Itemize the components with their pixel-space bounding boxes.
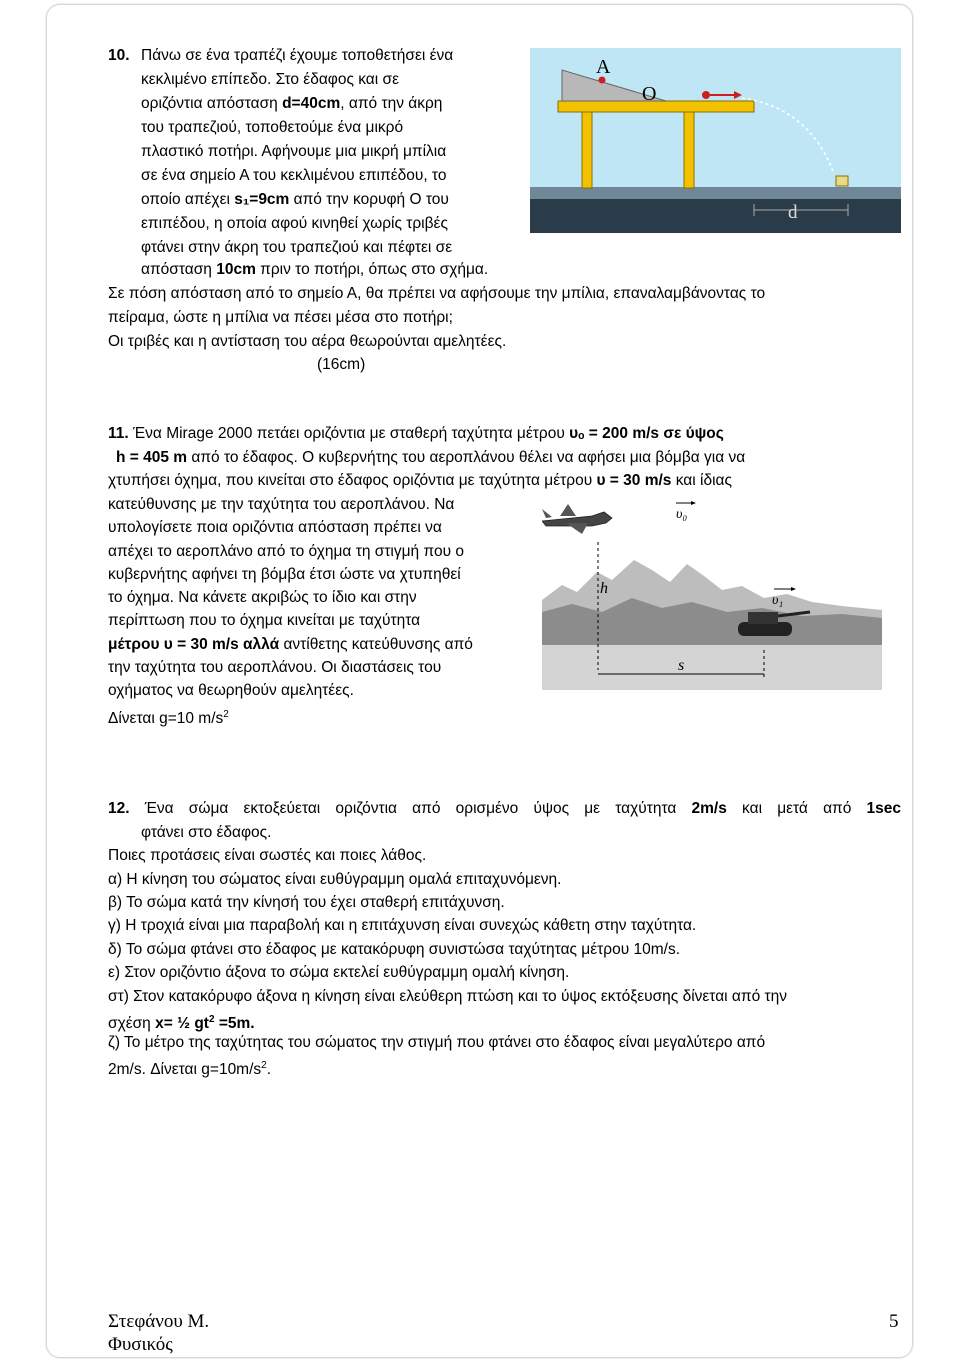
label-h: h [600,580,608,597]
label-A: A [596,56,611,78]
statement-item: γ) Η τροχιά είναι μια παραβολή και η επιτάχυνση είναι συνεχώς κάθετη στην ταχύτητα. [108,917,697,934]
s1-value: s₁=9cm [234,191,290,208]
text-line: κυβερνήτης αφήνει τη βόμβα έτσι ώστε να χτυπηθεί [108,566,461,583]
text-line: φτάνει στο έδαφος. [141,824,272,841]
text-line: απόσταση 10cm πριν το ποτήρι, όπως στο σχήμα. [141,261,489,278]
label-v1: υ₁ [772,593,784,608]
jet-tank-figure [542,500,882,690]
ground [530,199,901,233]
text-line: υπολογίσετε ποια οριζόντια απόσταση πρέπει να [108,519,442,536]
question-number: 12. [108,800,130,817]
text-line: Ποιες προτάσεις είναι σωστές και ποιες λάθος. [108,847,427,864]
text-line: πλαστικό ποτήρι. Αφήνουμε μια μικρή μπίλια [141,143,447,160]
text-line: Σε πόση απόσταση από το σημείο Α, θα πρέπει να αφήσουμε την μπίλια, επαναλαμβάνοντας το [108,285,766,302]
text-line: 2m/s. Δίνεται $g=10m/s^2$. [108,1060,272,1079]
statement-item: β) Το σώμα κατά την κίνησή του έχει σταθερή επιτάχυνση. [108,894,505,911]
cup [836,176,848,186]
label-O: O [642,83,657,105]
text-line: σχέση x= ½ $gt^2 =5m$. [108,1014,255,1033]
page-number: 5 [889,1311,899,1332]
text-line: την ταχύτητα του αεροπλάνου. Οι διαστάσεις του [108,659,442,676]
text-line: χτυπήσει όχημα, που κινείται στο έδαφος οριζόντια με ταχύτητα μέτρου υ = 30 m/s και ίδιας [108,472,732,489]
footer-subject: Φυσικός [108,1334,173,1355]
label-s: s [678,657,685,674]
table-leg [684,112,694,188]
distance-value: 10cm [216,261,256,278]
table-leg [582,112,592,188]
text-line: Οι τριβές και η αντίσταση του αέρα θεωρούνται αμελητέες. [108,333,507,350]
ball-at-edge [702,91,710,99]
formula: x= ½ $gt^2 =5m$. [155,1014,255,1033]
incline-table-figure [530,48,901,233]
label-v0: υ₀ [676,507,688,522]
text-line: μέτρου υ = 30 m/s αλλά αντίθετης κατεύθυνσης από [108,636,473,653]
text-line: επιπέδου, η οποία αφού κινηθεί χωρίς τριβές [141,215,448,232]
text-line: οριζόντια απόσταση d=40cm, από την άκρη [141,95,443,112]
jet-icon [542,504,612,534]
question-number: 10. [108,47,130,64]
text-line: Πάνω σε ένα τραπέζι έχουμε τοποθετήσει ένα [141,47,454,64]
text-line: h = 405 m από το έδαφος. Ο κυβερνήτης του αεροπλάνου θέλει να αφήσει μια βόμβα για να [116,449,746,466]
text-line: φτάνει στην άκρη του τραπεζιού και πέφτει σε [141,239,453,256]
text-line: οχήματος να θεωρηθούν αμελητέες. [108,682,354,699]
text-line: περίπτωση που το όχημα κινείται με ταχύτητα [108,612,421,629]
statement-item: δ) Το σώμα φτάνει στο έδαφος με κατακόρυφη συνιστώσα ταχύτητας μέτρου 10m/s. [108,941,681,958]
text-line: πείραμα, ώστε η μπίλια να πέσει μέσα στο ποτήρι; [108,309,453,326]
label-d: d [788,202,798,223]
statement-item: ζ) Το μέτρο της ταχύτητας του σώματος την στιγμή που φτάνει στο έδαφος είναι μεγαλύτερο από [108,1034,766,1051]
given-g: Δίνεται g=10 $m/s^2$ [108,709,229,728]
statement-item: στ) Στον κατακόρυφο άξονα η κίνηση είναι ελεύθερη πτώση και το ύψος εκτόξευσης δίνεται από την [108,988,787,1005]
text-line: 12. Ένα σώμα εκτοξεύεται οριζόντια από ορισμένο ύψος με ταχύτητα 2m/s και μετά από 1sec [108,800,902,817]
text-line: 11. Ένα Mirage 2000 πετάει οριζόντια με σταθερή ταχύτητα μέτρου υₒ = 200 m/s σε ύψος [108,425,724,442]
statement-item: ε) Στον οριζόντιο άξονα το σώμα εκτελεί ευθύγραμμη ομαλή κίνηση. [108,964,570,981]
text-line: το όχημα. Να κάνετε ακριβώς το ίδιο και στην [108,589,417,606]
text-line: κατεύθυνσης με την ταχύτητα του αεροπλάνου. Να [108,496,455,513]
question-number: 11. [108,425,129,442]
text-line: του τραπεζιού, τοποθετούμε ένα μικρό [141,119,404,136]
footer-author: Στεφάνου Μ. [108,1311,210,1332]
d-value: d=40cm [282,95,341,112]
text-line: κεκλιμένο επίπεδο. Στο έδαφος και σε [141,71,399,88]
text-line: οποίο απέχει s₁=9cm από την κορυφή Ο του [141,191,449,208]
text-line: σε ένα σημείο Α του κεκλιμένου επιπέδου, το [141,167,447,184]
text-line: απέχει το αεροπλάνο από το όχημα τη στιγμή που ο [108,543,464,560]
statement-item: α) Η κίνηση του σώματος είναι ευθύγραμμη ομαλά επιταχυνόμενη. [108,871,562,888]
answer: (16cm) [317,356,366,373]
